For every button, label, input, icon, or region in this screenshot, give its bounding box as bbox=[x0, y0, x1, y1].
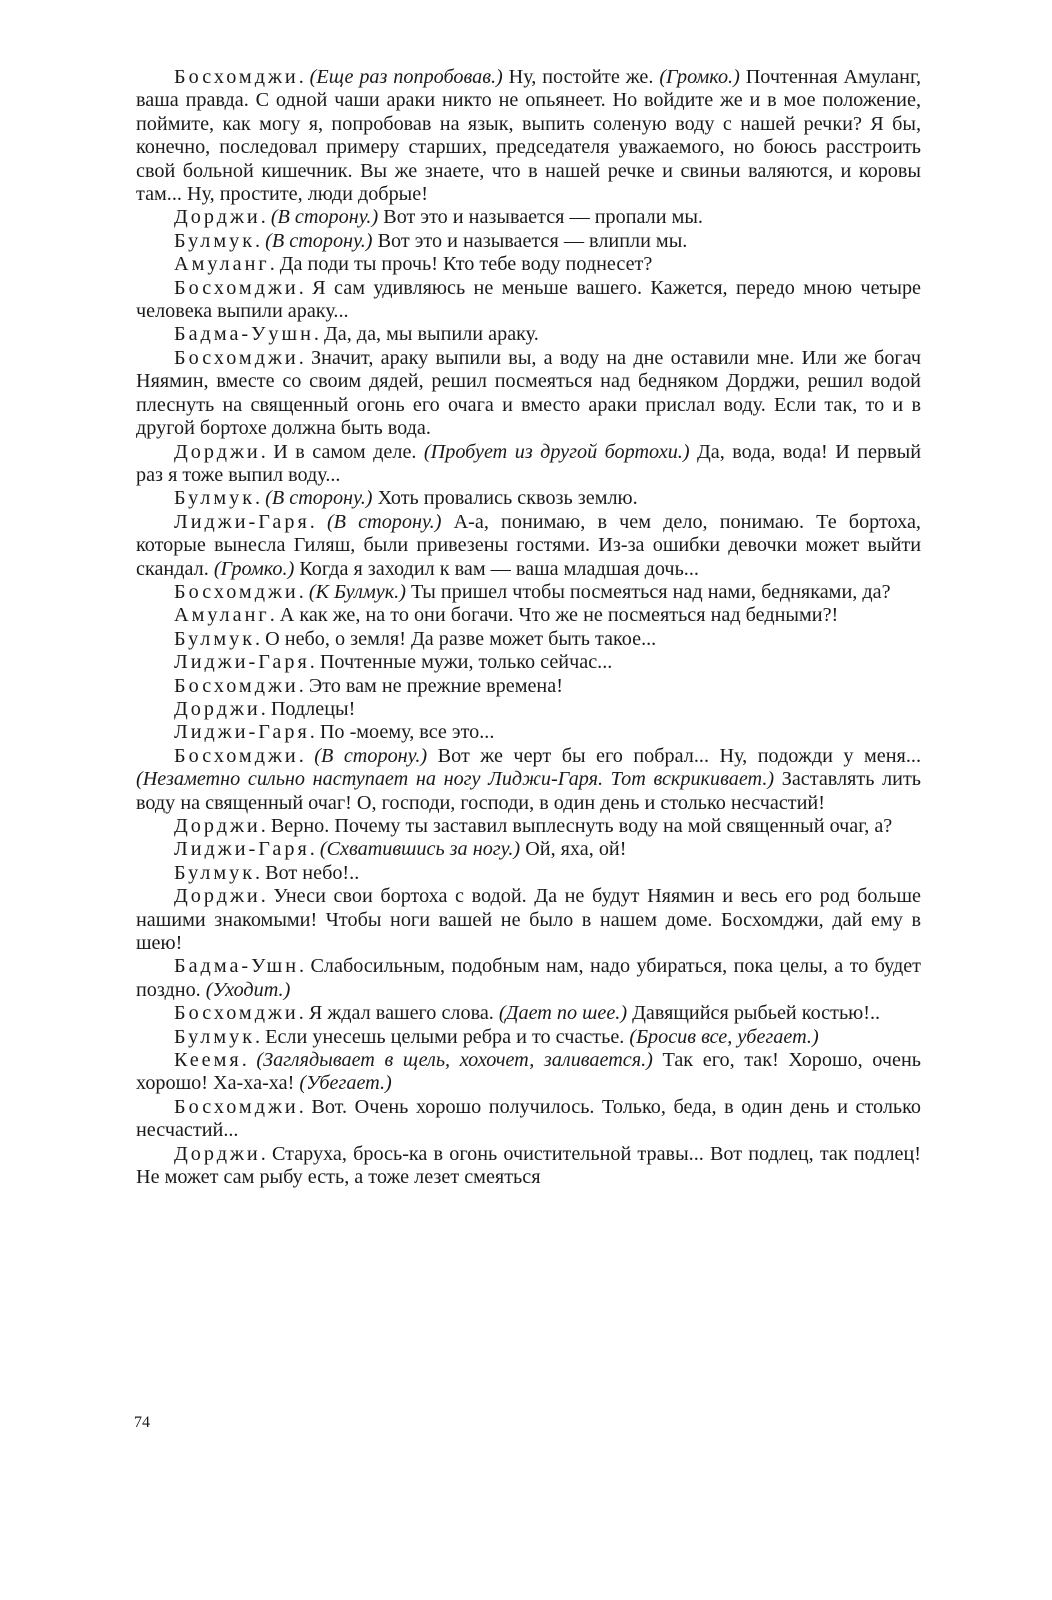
dialogue-paragraph: Амуланг. А как же, на то они богачи. Что же не посмеяться над бедными?! bbox=[174, 604, 839, 627]
speaker-name: Булмук bbox=[174, 1025, 256, 1048]
stage-direction: (Дает по шее.) bbox=[498, 1002, 628, 1025]
speech-text: Верно. Почему ты заставил выплеснуть воду на мой священный очаг, а? bbox=[270, 815, 893, 837]
speech-text: По -моему, все это... bbox=[319, 721, 495, 744]
speech-text: О небо, о земля! Да разве может быть такое... bbox=[265, 627, 657, 650]
speaker-name: Бадма-Ушн bbox=[174, 955, 300, 978]
dialogue-paragraph: Дорджи. (В сторону.) Вот это и называется — пропали мы. bbox=[174, 206, 703, 229]
speech-text: Вот это и называется — пропали мы. bbox=[378, 206, 703, 229]
speech-text: Ой, яха, ой! bbox=[520, 838, 627, 861]
dialogue-paragraph: Амуланг. Да поди ты прочь! Кто тебе воду поднесет? bbox=[174, 253, 653, 276]
stage-direction: (Уходит.) bbox=[205, 978, 291, 1001]
speaker-name: Кеемя bbox=[174, 1049, 242, 1072]
stage-direction: (В сторону.) bbox=[265, 487, 373, 510]
stage-direction: (Громко.) bbox=[659, 66, 740, 88]
stage-direction: (В сторону.) bbox=[326, 510, 442, 533]
speaker-name: Босхомджи bbox=[174, 276, 299, 299]
dialogue-paragraph: Босхомджи. (Еще раз попробовав.) Ну, постойте же. (Громко.) Почтенная Амуланг, ваша правда. С одной чаши араки никто не опьянеет. Но войдите же и в мое положение, поймите, как могу я, попробовав на язык, выпить соленую воду с нашей речки? Я бы, конечно, последовал примеру старших, председателя уважаемого, но боюсь расстроить свой больной кишечник. Вы же знаете, что в нашей речке и свиньи валяются, и коровы там... Ну, простите, люди добрые! bbox=[136, 66, 921, 206]
stage-direction: (К Булмук.) bbox=[308, 580, 406, 603]
speaker-name: Бадма-Уушн bbox=[174, 323, 314, 346]
speech-text: Вот же черт бы его побрал... Ну, подожди у меня... bbox=[427, 744, 921, 767]
speaker-name: Босхомджи bbox=[174, 346, 299, 369]
speaker-name: Босхомджи bbox=[174, 580, 299, 603]
speaker-name: Булмук bbox=[174, 229, 256, 252]
stage-direction: (В сторону.) bbox=[270, 206, 379, 229]
speech-text: Хоть провались сквозь землю. bbox=[372, 487, 638, 510]
speaker-name: Босхомджи bbox=[174, 1002, 299, 1025]
speech-text: Да поди ты прочь! Кто тебе воду поднесет? bbox=[279, 253, 653, 276]
dialogue-paragraph: Босхомджи. Я сам удивляюсь не меньше вашего. Кажется, передо мною четыре человека выпили араку... bbox=[136, 276, 921, 323]
dialogue-paragraph: Бадма-Уушн. Да, да, мы выпили араку. bbox=[174, 323, 539, 346]
speech-text: Ты пришел чтобы посмеяться над нами, бедняками, да? bbox=[405, 580, 891, 603]
speech-text: Значит, араку выпили вы, а воду на дне оставили мне. Или же богач Няямин, вместе со своим дядей, решил посмеяться над бедняком Дорджи, решил водой плеснуть на священный огонь его очага и вместо араки прислал воду. Если так, то и в другой бортохе должна быть вода. bbox=[136, 346, 921, 440]
speaker-name: Булмук bbox=[174, 487, 256, 510]
dialogue-paragraph: Босхомджи. (В сторону.) Вот же черт бы его побрал... Ну, подожди у меня... (Незаметно сильно наступает на ногу Лиджи-Гаря. Тот вскрикивает.) Заставлять лить воду на священный очаг! О, господи, господи, в один день и столько несчастий! bbox=[136, 744, 921, 814]
speech-text: Если унесешь целыми ребра и то счастье. bbox=[265, 1025, 630, 1048]
stage-direction: (Громко.) bbox=[213, 557, 295, 580]
speaker-name: Лиджи-Гаря bbox=[174, 721, 310, 744]
speech-text: Унеси свои бортоха с водой. Да не будут Няямин и весь его род больше нашими знакомыми! Чтобы ноги вашей не было в нашем доме. Босхомджи, дай ему в шею! bbox=[136, 885, 922, 955]
speaker-name: Амуланг bbox=[174, 604, 270, 627]
stage-direction: (Заглядывает в щель, хохочет, заливается.) bbox=[256, 1049, 653, 1072]
page-number: 74 bbox=[134, 1414, 150, 1431]
speech-text: Почтенная Амуланг, ваша правда. С одной чаши араки никто не опьянеет. Но войдите же и в мое положение, поймите, как могу я, попробовав на язык, выпить соленую воду с нашей речки? Я бы, конечно, последовал примеру старших, председателя уважаемого, но боюсь расстроить свой больной кишечник. Вы же знаете, что в нашей речке и свиньи валяются, и коровы там... Ну, простите, люди добрые! bbox=[136, 66, 921, 206]
speech-text: Ну, постойте же. bbox=[502, 66, 660, 88]
speech-text: Слабосильным, подобным нам, надо убираться, пока целы, а то будет поздно. bbox=[136, 955, 921, 1001]
dialogue-paragraph: Лиджи-Гаря. По -моему, все это... bbox=[174, 721, 495, 744]
dialogue-paragraph: Булмук. (В сторону.) Вот это и называется — влипли мы. bbox=[174, 229, 688, 252]
speaker-name: Лиджи-Гаря bbox=[174, 838, 310, 861]
speaker-name: Босхомджи bbox=[174, 744, 299, 767]
play-text bbox=[136, 66, 921, 1190]
stage-direction: (В сторону.) bbox=[314, 744, 428, 767]
speech-text: Вот это и называется — влипли мы. bbox=[372, 229, 688, 252]
dialogue-paragraph: Булмук. О небо, о земля! Да разве может быть такое... bbox=[174, 627, 657, 650]
dialogue-paragraph: Булмук. Вот небо!.. bbox=[174, 861, 360, 884]
dialogue-paragraph: Босхомджи. Это вам не прежние времена! bbox=[174, 674, 563, 697]
stage-direction: (В сторону.) bbox=[265, 229, 373, 252]
dialogue-paragraph: Дорджи. И в самом деле. (Пробует из другой бортохи.) Да, вода, вода! И первый раз я тоже выпил воду... bbox=[136, 440, 922, 486]
speaker-name: Дорджи bbox=[174, 440, 261, 463]
speech-text: А-а, понимаю, в чем дело, понимаю. Те бортоха, которые вынесла Гиляш, были привезены гостями. Из-за ошибки девочки может выйти скандал. bbox=[136, 510, 921, 580]
dialogue-paragraph: Булмук. Если унесешь целыми ребра и то счастье. (Бросив все, убегает.) bbox=[174, 1025, 819, 1048]
speech-text: Я ждал вашего слова. bbox=[308, 1002, 499, 1025]
speech-text: Старуха, брось-ка в огонь очистительной травы... Вот подлец, так подлец! Не может сам рыбу есть, а тоже лезет смеяться bbox=[136, 1142, 922, 1189]
dialogue-paragraph: Босхомджи. (К Булмук.) Ты пришел чтобы посмеяться над нами, бедняками, да? bbox=[174, 580, 891, 603]
stage-direction: (Бросив все, убегает.) bbox=[629, 1025, 819, 1048]
dialogue-paragraph: Дорджи. Верно. Почему ты заставил выплеснуть воду на мой священный очаг, а? bbox=[174, 815, 893, 837]
speaker-name: Дорджи bbox=[174, 697, 261, 720]
speech-text: Вот. Очень хорошо получилось. Только, беда, в один день и столько несчастий... bbox=[136, 1095, 922, 1142]
dialogue-paragraph: Босхомджи. Я ждал вашего слова. (Дает по шее.) Давящийся рыбьей костью!.. bbox=[174, 1002, 881, 1025]
speech-text: Так его, так! Хорошо, очень хорошо! Ха-ха-ха! bbox=[136, 1049, 921, 1095]
speech-text: Да, вода, вода! И первый раз я тоже выпил воду... bbox=[136, 440, 922, 486]
speaker-name: Булмук bbox=[174, 861, 256, 884]
speech-text: Это вам не прежние времена! bbox=[308, 674, 563, 697]
dialogue-paragraph: Босхомджи. Вот. Очень хорошо получилось. Только, беда, в один день и столько несчастий... bbox=[136, 1095, 922, 1142]
speaker-name: Лиджи-Гаря bbox=[174, 651, 310, 674]
speaker-name: Дорджи bbox=[174, 885, 261, 908]
dialogue-paragraph: Лиджи-Гаря. (Схватившись за ногу.) Ой, яха, ой! bbox=[174, 838, 627, 861]
stage-direction: (Пробует из другой бортохи.) bbox=[423, 440, 690, 463]
speech-text: Почтенные мужи, только сейчас... bbox=[319, 651, 613, 674]
dialogue-paragraph: Лиджи-Гаря. Почтенные мужи, только сейчас... bbox=[174, 651, 613, 674]
dialogue-paragraph: Лиджи-Гаря. (В сторону.) А-а, понимаю, в чем дело, понимаю. Те бортоха, которые вынесла Гиляш, были привезены гостями. Из-за ошибки девочки может выйти скандал. (Громко.) Когда я заходил к вам — ваша младшая дочь... bbox=[136, 510, 921, 580]
stage-direction: (Схватившись за ногу.) bbox=[319, 838, 521, 861]
dialogue-paragraph: Бадма-Ушн. Слабосильным, подобным нам, надо убираться, пока целы, а то будет поздно. (Уходит.) bbox=[136, 955, 921, 1001]
speaker-name: Амуланг bbox=[174, 253, 270, 276]
speaker-name: Дорджи bbox=[174, 1142, 261, 1165]
speech-text: Заставлять лить воду на священный очаг! О, господи, господи, в один день и столько несчастий! bbox=[136, 768, 921, 814]
dialogue-paragraph: Дорджи. Старуха, брось-ка в огонь очистительной травы... Вот подлец, так подлец! Не может сам рыбу есть, а тоже лезет смеяться bbox=[136, 1142, 922, 1189]
speaker-name: Босхомджи bbox=[174, 1095, 299, 1118]
speech-text: Вот небо!.. bbox=[265, 861, 360, 884]
dialogue-paragraph: Босхомджи. Значит, араку выпили вы, а воду на дне оставили мне. Или же богач Няямин, вместе со своим дядей, решил посмеяться над бедняком Дорджи, решил водой плеснуть на священный огонь его очага и вместо араки прислал воду. Если так, то и в другой бортохе должна быть вода. bbox=[136, 346, 921, 440]
speaker-name: Дорджи bbox=[174, 815, 261, 837]
dialogue-paragraph: Дорджи. Унеси свои бортоха с водой. Да не будут Няямин и весь его род больше нашими знакомыми! Чтобы ноги вашей не было в нашем доме. Босхомджи, дай ему в шею! bbox=[136, 885, 922, 955]
speech-text: Когда я заходил к вам — ваша младшая дочь... bbox=[294, 557, 699, 580]
speech-text: Давящийся рыбьей костью!.. bbox=[627, 1002, 881, 1025]
speaker-name: Булмук bbox=[174, 627, 256, 650]
speaker-name: Босхомджи bbox=[174, 66, 299, 88]
dialogue-paragraph: Кеемя. (Заглядывает в щель, хохочет, заливается.) Так его, так! Хорошо, очень хорошо! Ха-ха-ха! (Убегает.) bbox=[136, 1049, 921, 1095]
speaker-name: Лиджи-Гаря bbox=[174, 510, 310, 533]
dialogue-paragraph: Дорджи. Подлецы! bbox=[174, 697, 356, 720]
stage-direction: (Убегает.) bbox=[299, 1072, 392, 1095]
speaker-name: Босхомджи bbox=[174, 674, 299, 697]
dialogue-paragraph: Булмук. (В сторону.) Хоть провались сквозь землю. bbox=[174, 487, 638, 510]
stage-direction: (Еще раз попробовав.) bbox=[309, 66, 503, 88]
speech-text: И в самом деле. bbox=[273, 440, 424, 463]
speech-text: Подлецы! bbox=[270, 697, 356, 720]
stage-direction: (Незаметно сильно наступает на ногу Лиджи-Гаря. Тот вскрикивает.) bbox=[136, 768, 775, 791]
speaker-name: Дорджи bbox=[174, 206, 261, 229]
speech-text: Я сам удивляюсь не меньше вашего. Кажется, передо мною четыре человека выпили араку... bbox=[136, 276, 921, 323]
speech-text: А как же, на то они богачи. Что же не посмеяться над бедными?! bbox=[279, 604, 839, 627]
speech-text: Да, да, мы выпили араку. bbox=[323, 323, 539, 346]
